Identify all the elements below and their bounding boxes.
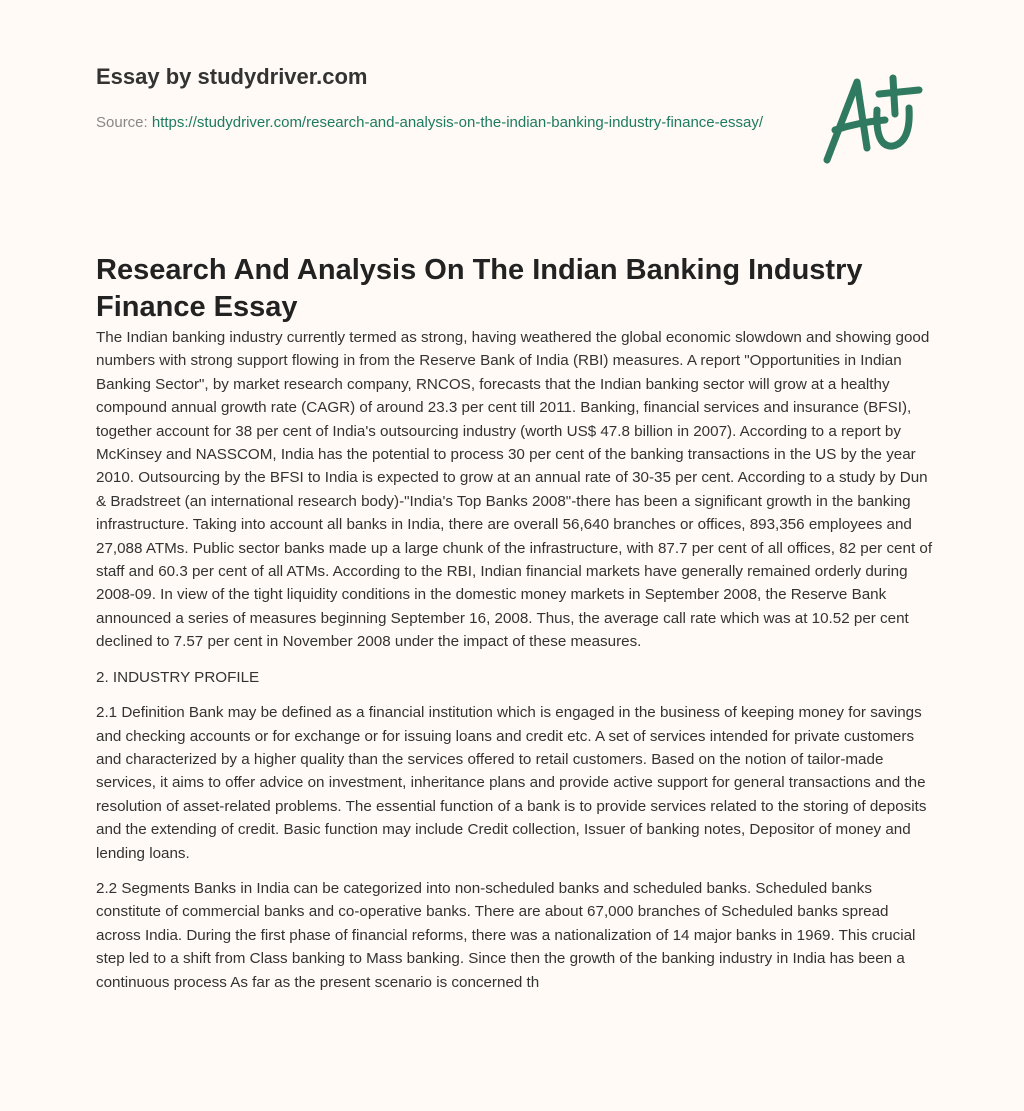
source-link[interactable]: https://studydriver.com/research-and-analysis-on-the-indian-banking-industry-finance-essay/ <box>151 114 763 131</box>
source-line <box>96 111 796 135</box>
essay-title: Research And Analysis On The Indian Banking Industry Finance Essay <box>96 254 863 323</box>
essay-body <box>96 326 936 1006</box>
section-heading: 2. INDUSTRY PROFILE <box>96 668 260 686</box>
site-brand: Essay by studydriver.com <box>96 64 368 89</box>
paragraph: 2.1 Definition Bank may be defined as a financial institution which is engaged in the business of keeping money for savings and checking accounts or for exchange or for issuing loans and credit etc. A set of services intended for private customers and characterized by a higher quality than the services offered to retail customers. Based on the notion of tailor-made services, it aims to offer advice on investment, inheritance plans and provide active support for general transactions and the resolution of asset-related problems. The essential function of a bank is to provide services related to the storing of deposits and the extending of credit. Basic function may include Credit collection, Issuer of banking notes, Depositor of money and lending loans. <box>96 704 927 862</box>
a-plus-logo <box>815 68 935 168</box>
source-label: Source: <box>96 114 148 131</box>
paragraph: The Indian banking industry currently termed as strong, having weathered the global economic slowdown and showing good numbers with strong support flowing in from the Reserve Bank of India (RBI) measures. A report "Opportunities in Indian Banking Sector", by market research company, RNCOS, forecasts that the Indian banking sector will grow at a healthy compound annual growth rate (CAGR) of around 23.3 per cent till 2011. Banking, financial services and insurance (BFSI), together account for 38 per cent of India's outsourcing industry (worth US$ 47.8 billion in 2007). According to a report by McKinsey and NASSCOM, India has the potential to process 30 per cent of the banking transactions in the US by the year 2010. Outsourcing by the BFSI to India is expected to grow at an annual rate of 30-35 per cent. According to a study by Dun & Bradstreet (an international research body)-"India's Top Banks 2008"-there has been a significant growth in the banking infrastructure. Taking into account all banks in India, there are overall 56,640 branches or offices, 893,356 employees and 27,088 ATMs. Public sector banks made up a large chunk of the infrastructure, with 87.7 per cent of all offices, 82 per cent of staff and 60.3 per cent of all ATMs. According to the RBI, Indian financial markets have generally remained orderly during 2008-09. In view of the tight liquidity conditions in the domestic money markets in September 2008, the Reserve Bank announced a series of measures beginning September 16, 2008. Thus, the average call rate which was at 10.52 per cent declined to 7.57 per cent in November 2008 under the impact of these measures. <box>96 329 933 651</box>
paragraph: 2.2 Segments Banks in India can be categorized into non-scheduled banks and scheduled banks. Scheduled banks constitute of commercial banks and co-operative banks. There are about 67,000 branches of Scheduled banks spread across India. During the first phase of financial reforms, there was a nationalization of 14 major banks in 1969. This crucial step led to a shift from Class banking to Mass banking. Since then the growth of the banking industry in India has been a continuous process As far as the present scenario is concerned th <box>96 879 916 991</box>
